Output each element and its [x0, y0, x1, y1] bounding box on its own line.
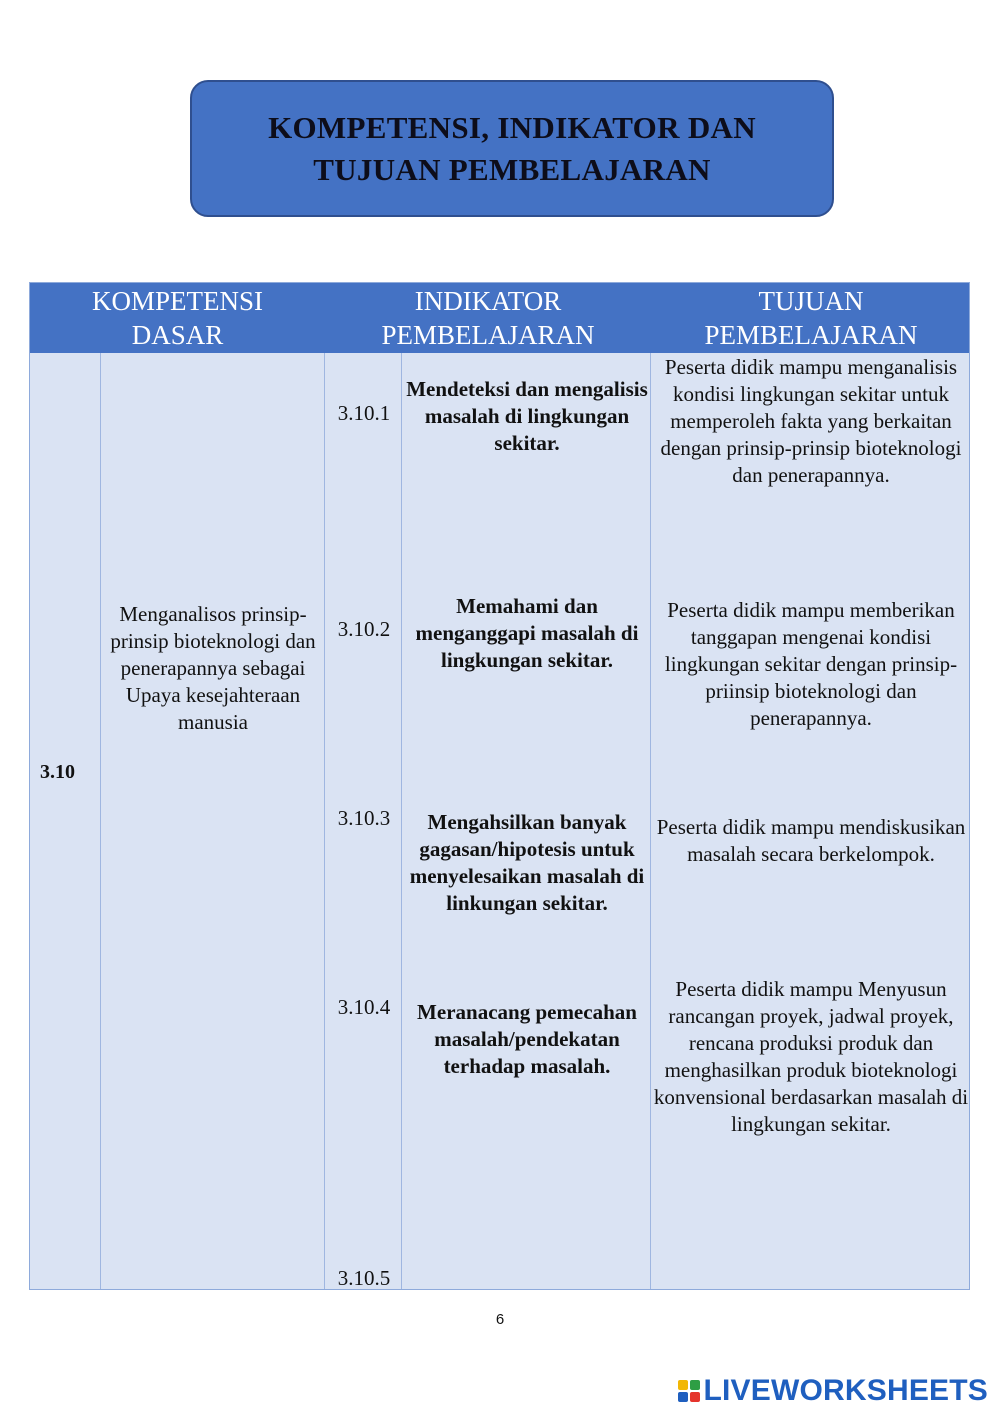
logo-square — [690, 1380, 700, 1390]
header-indikator: INDIKATOR PEMBELAJARAN — [381, 286, 595, 350]
goal-text: Peserta didik mampu Menyusun rancangan proyek, jadwal proyek, rencana produksi produk dan menghasilkan produk bioteknologi konvensional berdasarkan masalah di lingkungan sekitar. — [653, 977, 969, 1136]
logo-square — [678, 1380, 688, 1390]
page-title — [268, 107, 756, 191]
column-divider — [100, 353, 101, 1289]
indicator-text: Mengahsilkan banyak gagasan/hipotesis untuk menyelesaikan masalah di linkungan sekitar. — [409, 810, 645, 915]
table-header — [30, 283, 969, 353]
brand-name: LIVEWORKSHEETS — [703, 1374, 988, 1407]
logo-square — [690, 1392, 700, 1402]
liveworksheets-logo-icon — [678, 1380, 700, 1402]
kd-code: 3.10 — [40, 761, 75, 783]
indicator-text: Meranacang pemecahan masalah/pendekatan terhadap masalah. — [417, 1000, 637, 1078]
indicator-code: 3.10.1 — [337, 401, 391, 425]
header-kompetensi-dasar: KOMPETENSI DASAR — [91, 286, 263, 350]
indicator-text: Memahami dan menganggapi masalah di lingkungan sekitar. — [415, 594, 639, 672]
liveworksheets-brand — [678, 1374, 989, 1408]
indicator-code: 3.10.4 — [337, 995, 391, 1019]
title-banner — [190, 80, 834, 217]
indicator-code: 3.10.5 — [337, 1266, 391, 1290]
indicator-text: Mendeteksi dan mengalisis masalah di lingkungan sekitar. — [406, 377, 648, 455]
goal-text: Peserta didik mampu memberikan tanggapan mengenai kondisi lingkungan sekitar dengan prinsip-priinsip bioteknologi dan penerapannya. — [664, 598, 958, 730]
indicator-code: 3.10.3 — [337, 806, 391, 830]
page-title-line2: TUJUAN PEMBELAJARAN — [313, 151, 711, 187]
logo-square — [678, 1392, 688, 1402]
competency-table — [29, 282, 970, 1290]
page-number: 6 — [495, 1311, 505, 1328]
goal-text: Peserta didik mampu menganalisis kondisi lingkungan sekitar untuk memperoleh fakta yang berkaitan dengan prinsip-prinsip bioteknologi dan penerapannya. — [660, 355, 962, 487]
header-tujuan: TUJUAN PEMBELAJARAN — [704, 286, 918, 350]
column-divider — [324, 353, 325, 1289]
page-title-line1: KOMPETENSI, INDIKATOR DAN — [268, 109, 756, 145]
indicator-code: 3.10.2 — [337, 617, 391, 641]
goal-text: Peserta didik mampu mendiskusikan masalah secara berkelompok. — [656, 815, 966, 866]
kd-description: Menganalisos prinsip-prinsip bioteknologi dan penerapannya sebagai Upaya kesejahteraan manusia — [110, 602, 316, 734]
